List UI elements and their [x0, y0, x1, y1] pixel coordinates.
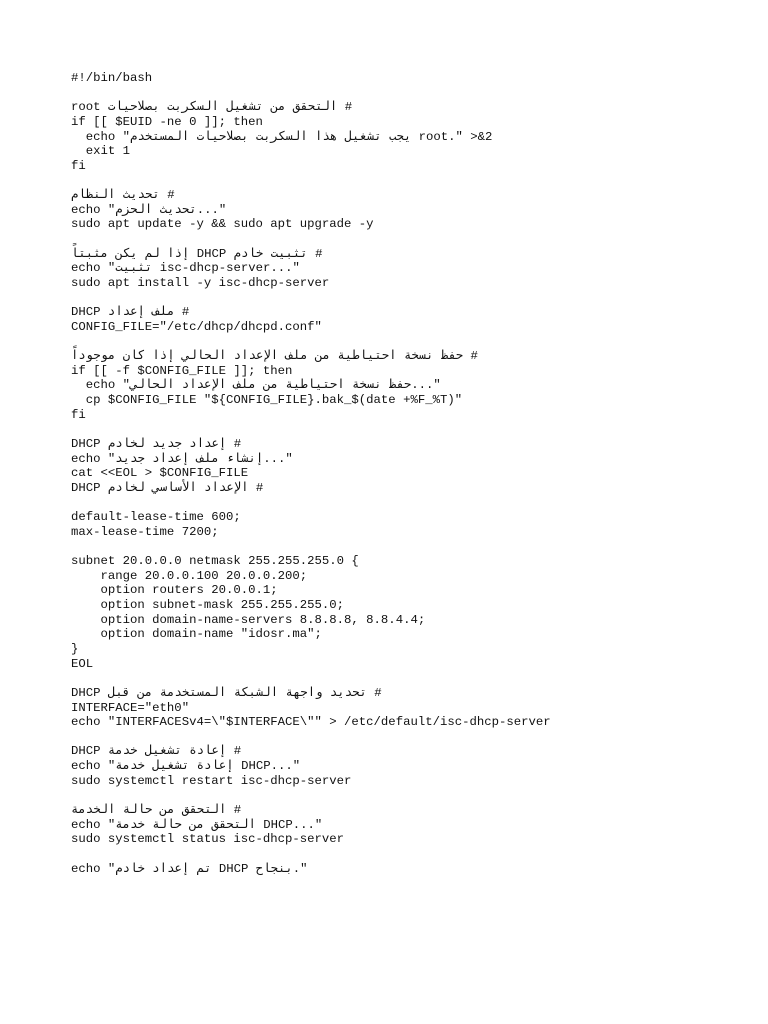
code-line: fi [71, 407, 86, 422]
code-line: echo "يجب تشغيل هذا السكربت بصلاحيات المستخدم root." >&2 [71, 129, 493, 144]
code-line: } [71, 641, 79, 656]
blank-line [71, 847, 768, 862]
code-line: echo "تثبيت isc-dhcp-server..." [71, 261, 300, 276]
blank-line [71, 730, 768, 745]
code-line: cat <<EOL > $CONFIG_FILE [71, 466, 249, 481]
blank-line [71, 496, 768, 511]
code-line: # التحقق من تشغيل السكربت بصلاحيات root [71, 100, 353, 115]
blank-line [71, 788, 768, 803]
code-line: echo "إنشاء ملف إعداد جديد..." [71, 451, 293, 466]
blank-line [71, 291, 768, 306]
blank-line [71, 86, 768, 101]
code-line: cp $CONFIG_FILE "${CONFIG_FILE}.bak_$(date +%F_%T)" [71, 393, 463, 408]
code-line: # حفظ نسخة احتياطية من ملف الإعداد الحالي إذا كان موجوداً [71, 349, 478, 364]
code-line: option routers 20.0.0.1; [71, 583, 278, 598]
code-line: if [[ $EUID -ne 0 ]]; then [71, 114, 263, 129]
code-line: EOL [71, 656, 94, 671]
code-line: CONFIG_FILE="/etc/dhcp/dhcpd.conf" [71, 319, 322, 334]
blank-line [71, 232, 768, 247]
code-line: # ملف إعداد DHCP [71, 305, 190, 320]
code-line: #!/bin/bash [71, 71, 153, 85]
code-line: echo "التحقق من حالة خدمة DHCP..." [71, 817, 323, 832]
code-line: echo "تم إعداد خادم DHCP بنجاح." [71, 861, 308, 876]
code-line: # تثبيت خادم DHCP إذا لم يكن مثبتاً [71, 246, 323, 261]
code-line: option domain-name-servers 8.8.8.8, 8.8.4.4; [71, 612, 426, 627]
code-line: sudo systemctl status isc-dhcp-server [71, 832, 345, 847]
code-line: echo "إعادة تشغيل خدمة DHCP..." [71, 759, 301, 774]
code-line: # تحديد واجهة الشبكة المستخدمة من قبل DHCP [71, 685, 382, 700]
code-line: sudo apt install -y isc-dhcp-server [71, 275, 330, 290]
blank-line [71, 173, 768, 188]
code-line: INTERFACE="eth0" [71, 700, 190, 715]
code-line: echo "تحديث الحزم..." [71, 202, 227, 217]
code-line: sudo systemctl restart isc-dhcp-server [71, 773, 352, 788]
code-line: # التحقق من حالة الخدمة [71, 803, 242, 818]
code-line: exit 1 [71, 144, 131, 159]
code-line: max-lease-time 7200; [71, 524, 219, 539]
code-line: option domain-name "idosr.ma"; [71, 627, 322, 642]
blank-line [71, 335, 768, 350]
blank-line [71, 540, 768, 555]
code-line: range 20.0.0.100 20.0.0.200; [71, 568, 308, 583]
bash-script-code [71, 71, 768, 876]
blank-line [71, 422, 768, 437]
code-line: # الإعداد الأساسي لخادم DHCP [71, 480, 264, 495]
code-line: fi [71, 158, 86, 173]
code-line: default-lease-time 600; [71, 510, 241, 525]
code-line: # إعادة تشغيل خدمة DHCP [71, 744, 242, 759]
blank-line [71, 671, 768, 686]
code-line: echo "حفظ نسخة احتياطية من ملف الإعداد الحالي..." [71, 378, 441, 393]
code-line: echo "INTERFACESv4=\"$INTERFACE\"" > /etc/default/isc-dhcp-server [71, 715, 551, 730]
code-line: sudo apt update -y && sudo apt upgrade -y [71, 217, 374, 232]
code-line: # تحديث النظام [71, 188, 175, 203]
code-line: # إعداد جديد لخادم DHCP [71, 437, 242, 452]
code-line: if [[ -f $CONFIG_FILE ]]; then [71, 363, 293, 378]
code-line: subnet 20.0.0.0 netmask 255.255.255.0 { [71, 554, 359, 569]
code-line: option subnet-mask 255.255.255.0; [71, 598, 345, 613]
